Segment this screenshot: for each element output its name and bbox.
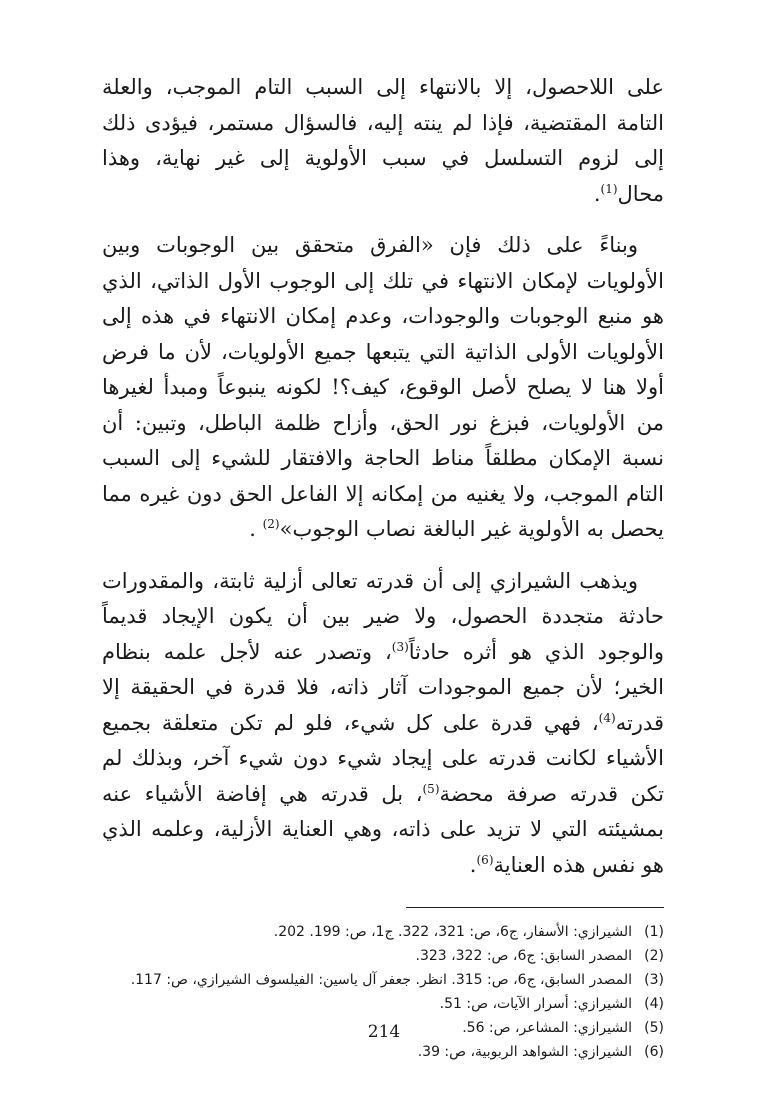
footnote-reference: (2)	[262, 517, 280, 531]
footnote-item	[102, 968, 664, 992]
footnote-reference: (6)	[476, 852, 494, 867]
footnote-reference: (5)	[422, 781, 440, 796]
footnote-item	[102, 920, 664, 944]
paragraph	[102, 564, 664, 884]
main-text	[102, 70, 664, 883]
paragraph-text: .	[249, 517, 263, 541]
footnote-text: الشيرازي: الأسفار، ج6، ص: 321، 322. ج1، ص: 199. 202.	[273, 924, 632, 940]
paragraph-text: ويذهب الشيرازي إلى أن قدرته تعالى أزلية ثابتة، والمقدورات حادثة متجددة الحصول، ولا ضير بين أن يكون الإيجاد قديماً والوجود الذي هو أثره حادثاً	[102, 568, 664, 664]
footnote-item	[102, 992, 664, 1016]
footnote-number: (6)	[644, 1044, 664, 1060]
paragraph-text: على اللاحصول، إلا بالانتهاء إلى السبب التام الموجب، والعلة التامة المقتضية، فإذا لم ينته إليه، فالسؤال مستمر، فيؤدى ذلك إلى لزوم التسلسل في سبب الأولوية إلى غير نهاية، وهذا محال	[102, 75, 664, 206]
paragraph-text: ، بل قدرته هي إفاضة الأشياء عنه بمشيئته التي لا تزيد على ذاته، وهي العناية الأزلية، وعلمه الذي هو نفس هذه العناية	[102, 781, 664, 877]
footnote-number: (1)	[644, 924, 664, 940]
footnote-text: المصدر السابق، ج6، ص: 315. انظر. جعفر آل ياسين: الفيلسوف الشيرازي، ص: 117.	[130, 972, 632, 988]
footnote-number: (2)	[644, 948, 664, 964]
footnote-number: (5)	[644, 1020, 664, 1036]
footnote-item	[102, 944, 664, 968]
footnotes	[102, 920, 664, 1064]
footnote-text: المصدر السابق: ج6، ص: 322، 323.	[415, 948, 632, 964]
page-body	[102, 70, 664, 1064]
paragraph-text: ، فهي قدرة على كل شيء، فلو لم تكن متعلقة بجميع الأشياء لكانت قدرته على إيجاد شيء دون شيء آخر، وبذلك لم تكن قدرته صرفة محضة	[102, 710, 665, 806]
footnote-number: (4)	[644, 996, 664, 1012]
footnote-item	[102, 1040, 664, 1064]
paragraph-text: وبناءً على ذلك فإن «الفرق متحقق بين الوجوبات وبين الأولويات لإمكان الانتهاء في تلك إلى الوجوب الأول الذاتي، الذي هو منبع الوجوبات والوجودات، وعدم إمكان الانتهاء في هذه إلى الأولويات الأولى الذاتية التي يتبعها جميع الأولويات، لأن ما فرض أولا هنا لا يصلح لأصل الوقوع، كيف؟! لكونه ينبوعاً ومبدأ لغيرها من الأولويات، فبزغ نور الحق، وأزاح ظلمة الباطل، وتبين: أن نسبة الإمكان مطلقاً مناط الحاجة والافتقار للشيء إلى السبب التام الموجب، ولا يغنيه من إمكانه إلا الفاعل الحق دون غيره مما يحصل به الأولوية غير البالغة نصاب الوجوب»	[102, 233, 664, 541]
footnote-text: الشيرازي: أسرار الآيات، ص: 51.	[439, 996, 632, 1012]
page-number: 214	[367, 1022, 401, 1042]
footnote-number: (3)	[644, 972, 664, 988]
footnote-reference: (1)	[600, 181, 618, 196]
footnote-reference: (4)	[598, 710, 616, 725]
paragraph-text: .	[593, 181, 601, 206]
footnote-separator	[406, 907, 664, 908]
paragraph-text: ، وتصدر عنه لأجل علمه بنظام الخير؛ لأن جميع الموجودات آثار ذاته، فلا قدرة في الحقيقة إلا قدرته	[102, 639, 664, 735]
paragraph	[102, 228, 664, 548]
footnote-reference: (3)	[391, 639, 409, 654]
footnote-text: الشيرازي: المشاعر، ص: 56.	[462, 1020, 632, 1036]
footnote-text: الشيرازي: الشواهد الربوبية، ص: 39.	[417, 1044, 632, 1060]
paragraph-text: .	[469, 852, 477, 877]
paragraph	[102, 70, 664, 212]
